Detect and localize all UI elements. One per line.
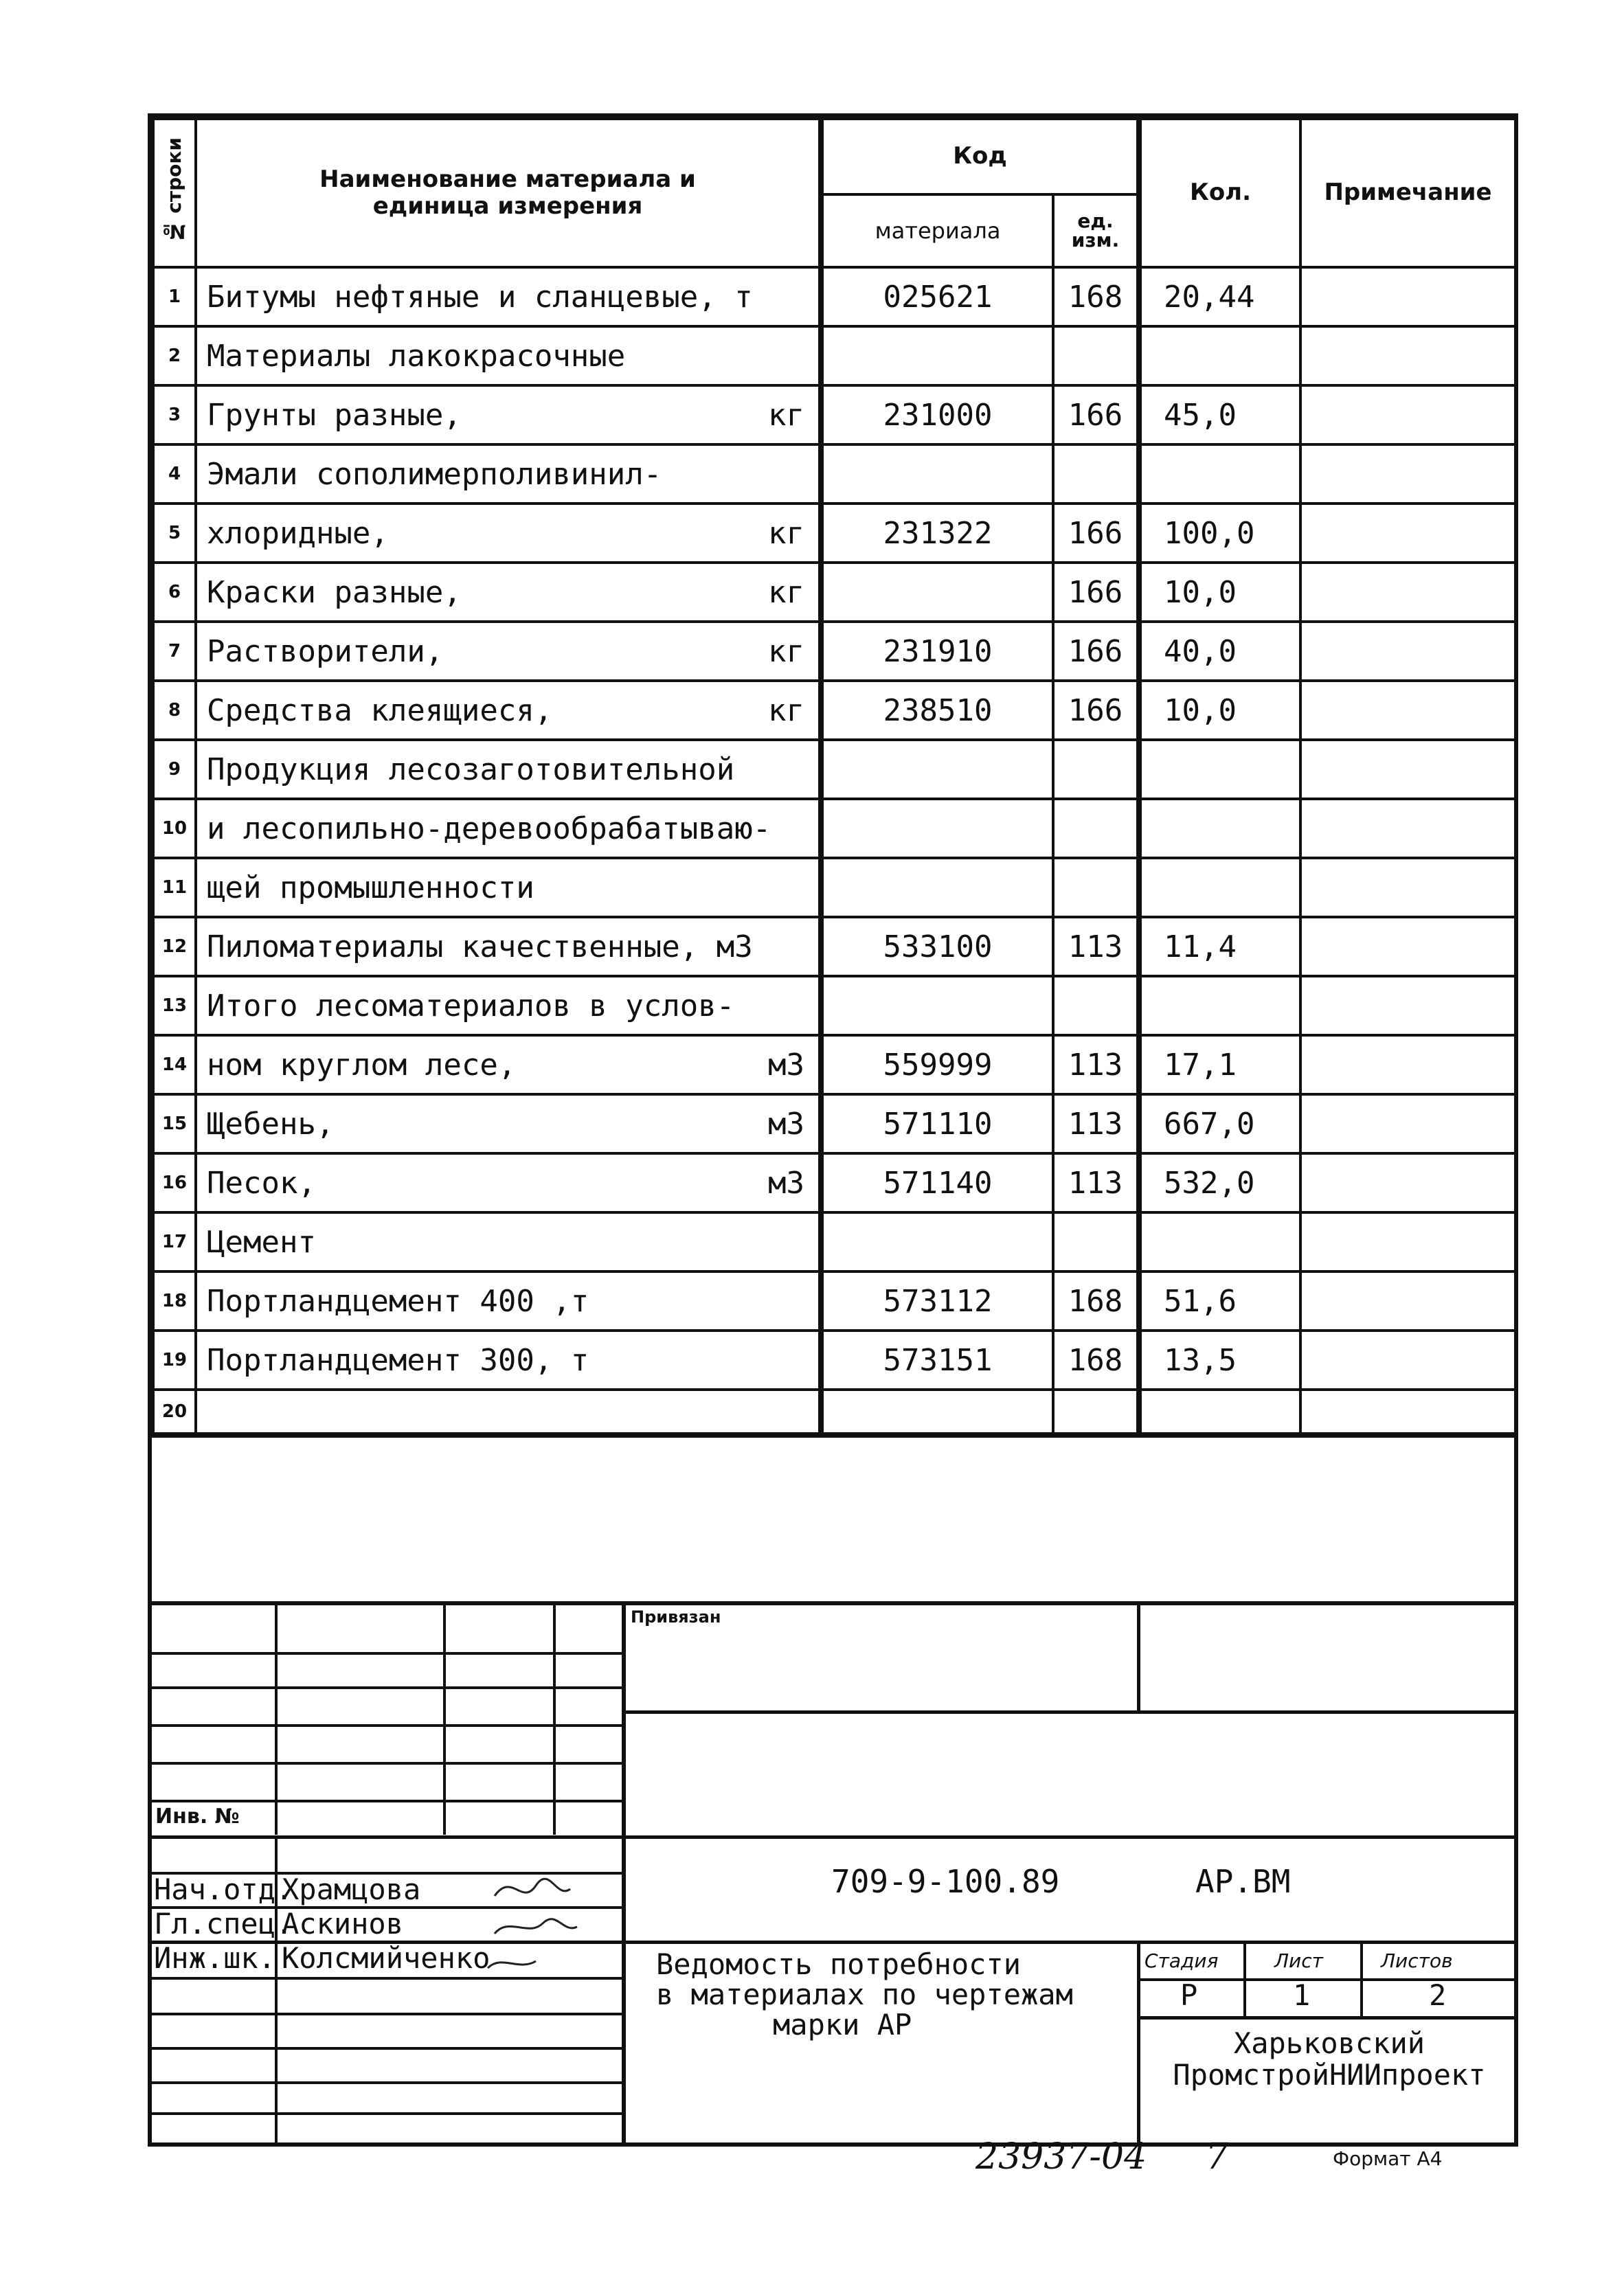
row-number: 16 bbox=[153, 1153, 196, 1212]
note bbox=[1300, 1094, 1515, 1153]
material-name-text: хлоридные, bbox=[207, 515, 389, 551]
table-row bbox=[153, 1271, 1515, 1331]
material-name-text: Цемент bbox=[207, 1224, 316, 1260]
material-unit: кг bbox=[768, 397, 804, 433]
table-row bbox=[153, 1390, 1515, 1435]
material-name-text: Пиломатериалы качественные, м3 bbox=[207, 929, 753, 964]
table-row bbox=[153, 740, 1515, 799]
note bbox=[1300, 563, 1515, 622]
unit-code bbox=[1053, 326, 1139, 385]
material-name bbox=[196, 917, 821, 976]
note bbox=[1300, 799, 1515, 858]
material-name-text: Итого лесоматериалов в услов- bbox=[207, 988, 735, 1024]
material-name bbox=[196, 1212, 821, 1271]
unit-code bbox=[1053, 1390, 1139, 1435]
material-code bbox=[821, 1390, 1053, 1435]
sheets-value: 2 bbox=[1429, 1978, 1447, 2012]
note bbox=[1300, 504, 1515, 563]
material-code bbox=[821, 444, 1053, 504]
table-row bbox=[153, 267, 1515, 326]
material-name bbox=[196, 858, 821, 917]
row-number: 19 bbox=[153, 1331, 196, 1390]
material-code bbox=[821, 326, 1053, 385]
doc-code: 709-9-100.89 bbox=[831, 1863, 1060, 1900]
material-name bbox=[196, 444, 821, 504]
header-row-no: № строки bbox=[153, 119, 196, 267]
material-unit: кг bbox=[768, 633, 804, 669]
material-name bbox=[196, 1094, 821, 1153]
material-name bbox=[196, 1271, 821, 1331]
note bbox=[1300, 740, 1515, 799]
material-code bbox=[821, 976, 1053, 1035]
material-name bbox=[196, 267, 821, 326]
material-code: 571110 bbox=[821, 1094, 1053, 1153]
row-number: 4 bbox=[153, 444, 196, 504]
row-number: 13 bbox=[153, 976, 196, 1035]
quantity: 20,44 bbox=[1139, 267, 1300, 326]
material-name-text: Портландцемент 400 ,т bbox=[207, 1283, 589, 1319]
quantity: 17,1 bbox=[1139, 1035, 1300, 1094]
table-row bbox=[153, 1212, 1515, 1271]
row-number: 15 bbox=[153, 1094, 196, 1153]
table-row bbox=[153, 858, 1515, 917]
material-code: 231910 bbox=[821, 622, 1053, 681]
table-row bbox=[153, 504, 1515, 563]
header-code-material: материала bbox=[821, 194, 1053, 267]
unit-code: 166 bbox=[1053, 681, 1139, 740]
material-unit: м3 bbox=[768, 1165, 804, 1201]
row-number: 12 bbox=[153, 917, 196, 976]
row-number: 18 bbox=[153, 1271, 196, 1331]
header-code: Код bbox=[821, 119, 1139, 194]
unit-code bbox=[1053, 799, 1139, 858]
table-row bbox=[153, 681, 1515, 740]
material-name-text: Щебень, bbox=[207, 1106, 335, 1142]
material-code: 231322 bbox=[821, 504, 1053, 563]
material-name bbox=[196, 385, 821, 444]
row-number: 8 bbox=[153, 681, 196, 740]
material-name bbox=[196, 563, 821, 622]
format-label: Формат А4 bbox=[1333, 2147, 1443, 2170]
footer-number: 23937-04 bbox=[975, 2136, 1147, 2178]
doc-title: Ведомость потребности в материалах по чертежам марки АР bbox=[656, 1947, 1073, 2042]
quantity: 45,0 bbox=[1139, 385, 1300, 444]
quantity bbox=[1139, 799, 1300, 858]
quantity bbox=[1139, 740, 1300, 799]
table-row bbox=[153, 1035, 1515, 1094]
unit-code: 166 bbox=[1053, 622, 1139, 681]
unit-code bbox=[1053, 1212, 1139, 1271]
role-2: Гл.спец. bbox=[154, 1907, 293, 1941]
quantity: 667,0 bbox=[1139, 1094, 1300, 1153]
signatures bbox=[481, 1858, 618, 1975]
material-name-text: щей промышленности bbox=[207, 870, 534, 905]
material-name bbox=[196, 1153, 821, 1212]
note bbox=[1300, 917, 1515, 976]
row-number: 5 bbox=[153, 504, 196, 563]
table-row bbox=[153, 563, 1515, 622]
quantity bbox=[1139, 444, 1300, 504]
unit-code: 113 bbox=[1053, 917, 1139, 976]
material-name bbox=[196, 1331, 821, 1390]
header-note: Примечание bbox=[1300, 119, 1515, 267]
material-code: 533100 bbox=[821, 917, 1053, 976]
material-code bbox=[821, 858, 1053, 917]
material-name bbox=[196, 976, 821, 1035]
unit-code: 113 bbox=[1053, 1035, 1139, 1094]
note bbox=[1300, 1331, 1515, 1390]
material-name bbox=[196, 799, 821, 858]
material-name bbox=[196, 681, 821, 740]
material-name bbox=[196, 622, 821, 681]
table-row bbox=[153, 1094, 1515, 1153]
material-unit: кг bbox=[768, 574, 804, 610]
note bbox=[1300, 326, 1515, 385]
inv-no-label: Инв. № bbox=[155, 1805, 240, 1829]
header-name: Наименование материала и единица измерения bbox=[196, 119, 821, 267]
role-3: Инж.шк. bbox=[154, 1941, 276, 1975]
unit-code bbox=[1053, 740, 1139, 799]
material-code: 025621 bbox=[821, 267, 1053, 326]
row-number: 11 bbox=[153, 858, 196, 917]
unit-code: 113 bbox=[1053, 1153, 1139, 1212]
sheets-label: Листов bbox=[1381, 1949, 1453, 1972]
sheet-label: Лист bbox=[1274, 1949, 1323, 1972]
material-code: 231000 bbox=[821, 385, 1053, 444]
privyazan-label: Привязан bbox=[631, 1607, 721, 1627]
unit-code bbox=[1053, 444, 1139, 504]
unit-code: 166 bbox=[1053, 563, 1139, 622]
note bbox=[1300, 385, 1515, 444]
row-number: 2 bbox=[153, 326, 196, 385]
quantity: 100,0 bbox=[1139, 504, 1300, 563]
header-code-unit: ед. изм. bbox=[1053, 194, 1139, 267]
table-row bbox=[153, 976, 1515, 1035]
note bbox=[1300, 1153, 1515, 1212]
doc-mark: АР.ВМ bbox=[1195, 1863, 1291, 1900]
material-name-text: Грунты разные, bbox=[207, 397, 462, 433]
quantity bbox=[1139, 1390, 1300, 1435]
quantity: 532,0 bbox=[1139, 1153, 1300, 1212]
note bbox=[1300, 976, 1515, 1035]
table-row bbox=[153, 1153, 1515, 1212]
person-3: Колсмийченко bbox=[282, 1941, 490, 1975]
material-name bbox=[196, 1035, 821, 1094]
unit-code: 166 bbox=[1053, 385, 1139, 444]
note bbox=[1300, 1271, 1515, 1331]
material-code: 573151 bbox=[821, 1331, 1053, 1390]
material-name-text: и лесопильно-деревообрабатываю- bbox=[207, 811, 771, 846]
material-code: 571140 bbox=[821, 1153, 1053, 1212]
material-unit: кг bbox=[768, 515, 804, 551]
table-row bbox=[153, 1331, 1515, 1390]
stage-value: Р bbox=[1180, 1978, 1198, 2012]
table-row bbox=[153, 917, 1515, 976]
unit-code: 166 bbox=[1053, 504, 1139, 563]
material-name-text: Материалы лакокрасочные bbox=[207, 338, 626, 374]
note bbox=[1300, 1390, 1515, 1435]
unit-code: 168 bbox=[1053, 1271, 1139, 1331]
material-code: 573112 bbox=[821, 1271, 1053, 1331]
material-code bbox=[821, 1212, 1053, 1271]
unit-code bbox=[1053, 976, 1139, 1035]
row-number: 17 bbox=[153, 1212, 196, 1271]
unit-code bbox=[1053, 858, 1139, 917]
material-unit: м3 bbox=[768, 1106, 804, 1142]
row-number: 7 bbox=[153, 622, 196, 681]
note bbox=[1300, 267, 1515, 326]
material-unit: м3 bbox=[768, 1047, 804, 1083]
material-name-text: Эмали сополимерполивинил- bbox=[207, 456, 662, 492]
row-number: 10 bbox=[153, 799, 196, 858]
material-code bbox=[821, 799, 1053, 858]
quantity: 51,6 bbox=[1139, 1271, 1300, 1331]
header-qty: Кол. bbox=[1139, 119, 1300, 267]
table-row bbox=[153, 799, 1515, 858]
row-number: 14 bbox=[153, 1035, 196, 1094]
material-name bbox=[196, 504, 821, 563]
quantity bbox=[1139, 976, 1300, 1035]
quantity: 10,0 bbox=[1139, 681, 1300, 740]
row-number: 20 bbox=[153, 1390, 196, 1435]
tb-top-line bbox=[152, 1601, 1514, 1605]
note bbox=[1300, 1035, 1515, 1094]
row-number: 9 bbox=[153, 740, 196, 799]
material-name-text: Портландцемент 300, т bbox=[207, 1342, 589, 1378]
material-name bbox=[196, 740, 821, 799]
material-code: 559999 bbox=[821, 1035, 1053, 1094]
material-name bbox=[196, 326, 821, 385]
quantity: 13,5 bbox=[1139, 1331, 1300, 1390]
organization: Харьковский ПромстройНИИпроект bbox=[1173, 2026, 1486, 2092]
material-code bbox=[821, 740, 1053, 799]
material-name-text: Песок, bbox=[207, 1165, 316, 1201]
note bbox=[1300, 858, 1515, 917]
row-number: 3 bbox=[153, 385, 196, 444]
role-1: Нач.отд. bbox=[154, 1873, 293, 1906]
table-row bbox=[153, 385, 1515, 444]
table-row bbox=[153, 444, 1515, 504]
material-name-text: ном круглом лесе, bbox=[207, 1047, 517, 1083]
quantity bbox=[1139, 858, 1300, 917]
material-name bbox=[196, 1390, 821, 1435]
materials-table bbox=[152, 117, 1517, 1438]
sheet-value: 1 bbox=[1293, 1978, 1311, 2012]
note bbox=[1300, 444, 1515, 504]
note bbox=[1300, 622, 1515, 681]
table-row bbox=[153, 326, 1515, 385]
row-number: 1 bbox=[153, 267, 196, 326]
note bbox=[1300, 681, 1515, 740]
material-code: 238510 bbox=[821, 681, 1053, 740]
table-row bbox=[153, 622, 1515, 681]
person-2: Аскинов bbox=[282, 1907, 404, 1941]
material-name-text: Растворители, bbox=[207, 633, 444, 669]
quantity: 11,4 bbox=[1139, 917, 1300, 976]
material-name-text: Продукция лесозаготовительной bbox=[207, 751, 735, 787]
footer-page: 7 bbox=[1206, 2136, 1229, 2178]
stage-label: Стадия bbox=[1144, 1949, 1219, 1972]
quantity: 10,0 bbox=[1139, 563, 1300, 622]
material-name-text: Средства клеящиеся, bbox=[207, 692, 553, 728]
material-code bbox=[821, 563, 1053, 622]
quantity bbox=[1139, 326, 1300, 385]
quantity bbox=[1139, 1212, 1300, 1271]
unit-code: 168 bbox=[1053, 1331, 1139, 1390]
row-number: 6 bbox=[153, 563, 196, 622]
material-name-text: Битумы нефтяные и сланцевые, т bbox=[207, 279, 753, 315]
note bbox=[1300, 1212, 1515, 1271]
unit-code: 168 bbox=[1053, 267, 1139, 326]
unit-code: 113 bbox=[1053, 1094, 1139, 1153]
material-unit: кг bbox=[768, 692, 804, 728]
quantity: 40,0 bbox=[1139, 622, 1300, 681]
material-name-text: Краски разные, bbox=[207, 574, 462, 610]
person-1: Храмцова bbox=[282, 1873, 421, 1906]
